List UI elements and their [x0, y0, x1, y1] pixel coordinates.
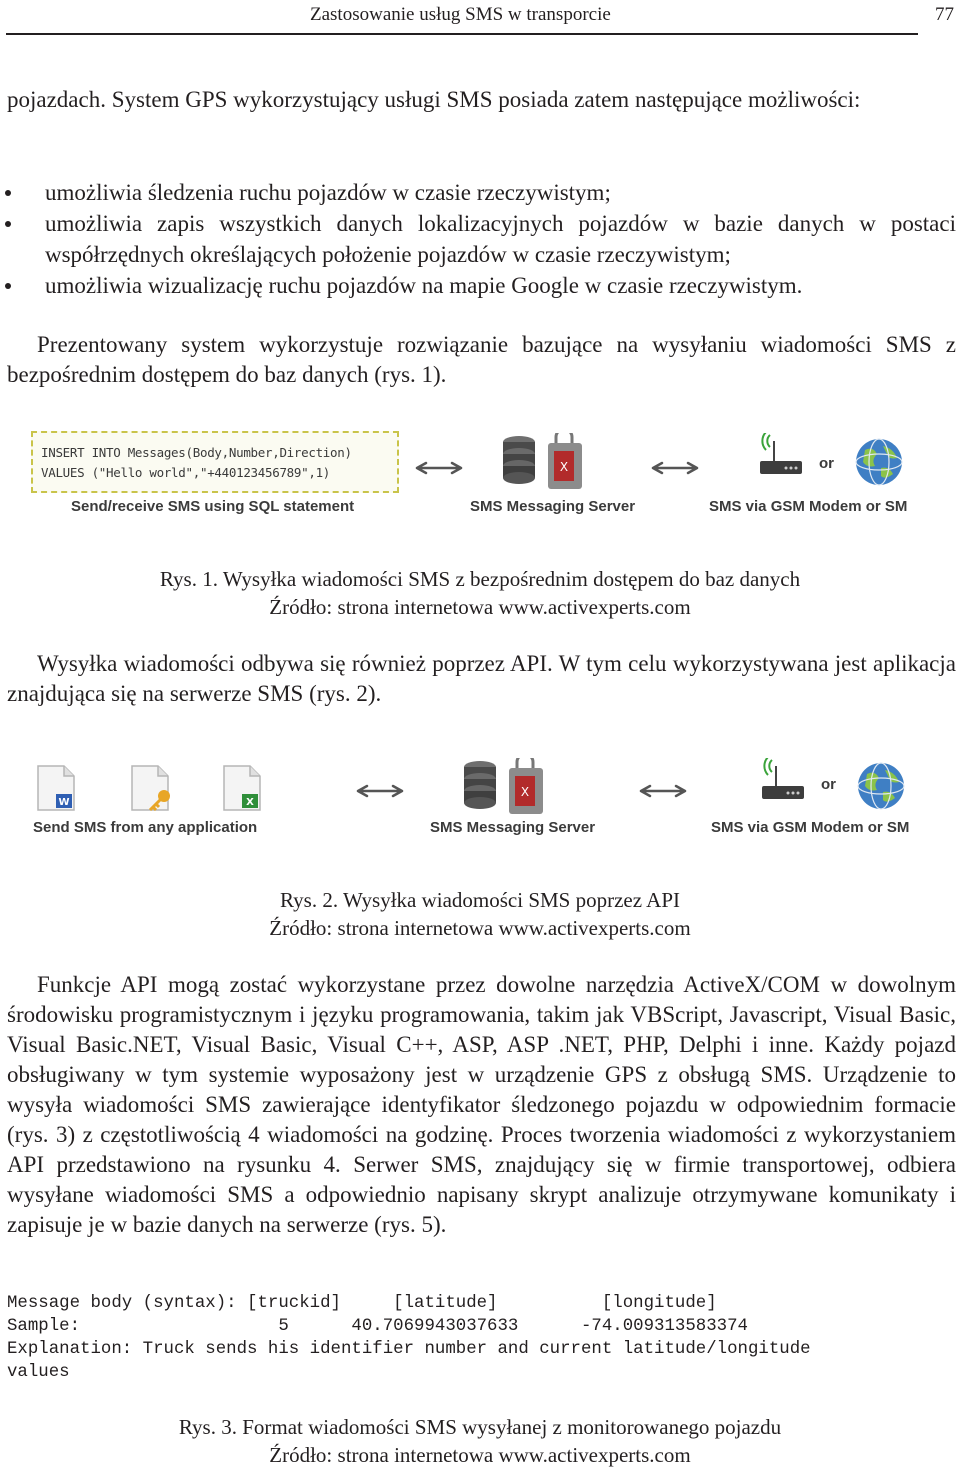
svg-text:W: W [58, 797, 70, 808]
or-label: or [821, 776, 836, 793]
svg-text:X: X [246, 797, 254, 808]
paragraph-api-functions: Funkcje API mogą zostać wykorzystane przez dowolne narzędzia ActiveX/COM w dowolnym środowisku programistycznym i języku programowania, takim jak VBScript, Javascript, Visual Basic, Visual Basic.NET, Visual Basic, Visual C++, ASP, ASP .NET, PHP, Delphi i inne. Każdy pojazd obsługiwany w tym systemie wyposażony jest w urządzenie GPS z obsługą SMS. Urządzenie to wysyła wiadomości SMS zawierające identyfikator śledzonego pojazdu w odpowiednim formacie (rys. 3) z częstotliwością 4 wiadomości na godzinę. Proces tworzenia wiadomości z wykorzystaniem API przedstawiono na rysunku 4. Serwer SMS, znajdujący się w firmie transportowej, odbiera wysyłane wiadomości SMS a odpowiednio napisany skrypt analizuje otrzymywane komunikaty i zapisuje je w bazie danych na serwerze (rys. 5). [7, 972, 956, 1237]
running-header [0, 0, 960, 36]
label-sms-messaging-server: SMS Messaging Server [470, 498, 636, 515]
list-item: umożliwia śledzenia ruchu pojazdów w czasie rzeczywistym; [0, 177, 956, 208]
list-item: umożliwia wizualizację ruchu pojazdów na mapie Google w czasie rzeczywistym. [0, 270, 956, 301]
key-document-icon [130, 764, 176, 812]
header-rule [6, 33, 918, 35]
excel-document-icon [222, 764, 264, 812]
sql-line-1: INSERT INTO Messages(Body,Number,Direction) [41, 445, 352, 460]
label-send-receive-sql: Send/receive SMS using SQL statement [71, 498, 355, 515]
double-arrow-icon [355, 783, 405, 799]
svg-text:X: X [559, 460, 569, 474]
label-sms-via-gsm-modem: SMS via GSM Modem or SM [711, 819, 910, 836]
message-explanation-line: Explanation: Truck sends his identifier number and current latitude/longitude [7, 1340, 811, 1359]
figure-2-source: Źródło: strona internetowa www.activexperts.com [269, 916, 691, 940]
figure-3-source: Źródło: strona internetowa www.activexperts.com [269, 1443, 691, 1467]
capabilities-list [0, 177, 956, 301]
gsm-modem-icon [756, 433, 806, 477]
figure-1 [0, 431, 960, 526]
double-arrow-icon [650, 460, 700, 476]
figure-1-caption: Rys. 1. Wysyłka wiadomości SMS z bezpośrednim dostępem do baz danych [159, 567, 801, 591]
globe-icon [855, 760, 907, 812]
word-document-icon [36, 764, 78, 812]
database-server-icon [500, 433, 588, 495]
label-sms-via-gsm-modem: SMS via GSM Modem or SM [709, 498, 908, 515]
figure-2-caption: Rys. 2. Wysyłka wiadomości SMS poprzez API [280, 888, 680, 912]
gsm-modem-icon [758, 758, 808, 802]
figure-3-caption: Rys. 3. Format wiadomości SMS wysyłanej z monitorowanego pojazdu [178, 1415, 782, 1439]
sql-line-2: VALUES ("Hello world","+440123456789",1) [41, 465, 331, 480]
list-item: umożliwia zapis wszystkich danych lokalizacyjnych pojazdów w bazie danych w postaci współrzędnych określających położenie pojazdów w czasie rzeczywistym; [0, 208, 956, 270]
svg-text:X: X [520, 785, 530, 799]
message-sample-line: Sample: 5 40.7069943037633 -74.009313583374 [7, 1317, 748, 1336]
database-server-icon [460, 758, 550, 820]
intro-paragraph: pojazdach. System GPS wykorzystujący usługi SMS posiada zatem następujące możliwości: [7, 87, 861, 112]
figure-2 [0, 758, 960, 843]
paragraph-system-description: Prezentowany system wykorzystuje rozwiązanie bazujące na wysyłaniu wiadomości SMS z bezpośrednim dostępem do baz danych (rys. 1). [7, 332, 956, 387]
paragraph-api-description: Wysyłka wiadomości odbywa się również poprzez API. W tym celu wykorzystywana jest aplikacja znajdująca się na serwerze SMS (rys. 2). [7, 651, 956, 706]
double-arrow-icon [414, 460, 464, 476]
double-arrow-icon [638, 783, 688, 799]
sql-statement-box [31, 431, 399, 493]
page-number: 77 [935, 4, 954, 25]
running-title: Zastosowanie usług SMS w transporcie [310, 4, 611, 25]
figure-1-source: Źródło: strona internetowa www.activexperts.com [269, 595, 691, 619]
label-sms-messaging-server: SMS Messaging Server [430, 819, 596, 836]
message-explanation-continuation: values [7, 1363, 70, 1382]
message-syntax-line: Message body (syntax): [truckid] [latitude] [longitude] [7, 1294, 717, 1313]
label-send-sms-from-application: Send SMS from any application [33, 819, 258, 836]
globe-icon [853, 436, 905, 488]
or-label: or [819, 455, 834, 472]
